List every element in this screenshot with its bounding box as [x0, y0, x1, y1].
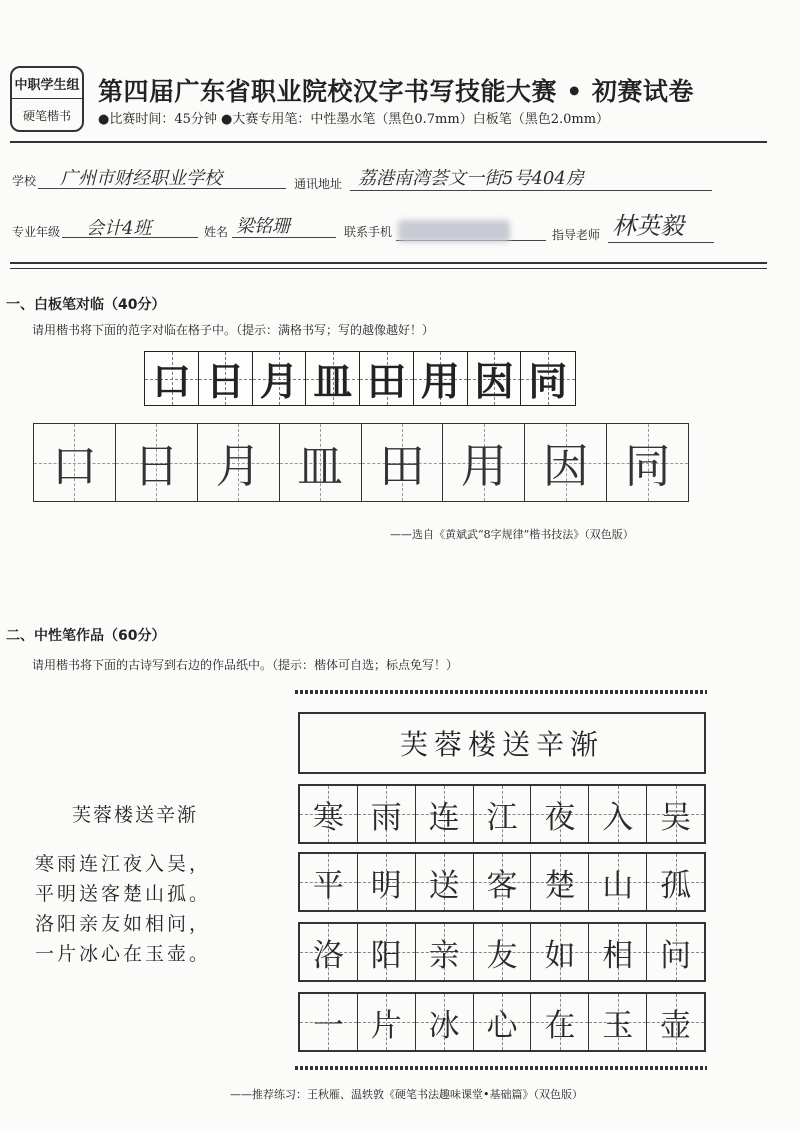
section1-title: 一、白板笔对临（40分） [6, 297, 166, 313]
section2-instruction: 请用楷书将下面的古诗写到右边的作品纸中。（提示：楷体可自选；标点免写！） [32, 658, 459, 672]
section1-source: ——选自《黄斌武“8字规律”楷书技法》（双色版） [390, 528, 634, 541]
work-cell[interactable]: 心 [474, 994, 532, 1050]
model-char-cell: 因 [467, 351, 522, 406]
practice-cell[interactable]: 田 [362, 424, 444, 501]
work-cell[interactable]: 雨 [358, 786, 416, 842]
exam-subtitle: ●比赛时间：45分钟 ●大赛专用笔：中性墨水笔（黑色0.7mm）白板笔（黑色2.0mm） [98, 112, 610, 127]
school-label: 学校 [12, 174, 37, 188]
model-char-cell: 月 [252, 351, 307, 406]
model-char-cell: 日 [198, 351, 253, 406]
work-cell[interactable]: 平 [300, 854, 358, 910]
practice-cell[interactable]: 因 [525, 424, 607, 501]
work-cell[interactable]: 相 [589, 924, 647, 980]
work-cell[interactable]: 孤 [647, 854, 704, 910]
model-char-cell: 田 [359, 351, 414, 406]
work-cell[interactable]: 问 [647, 924, 704, 980]
badge-category-label: 硬笔楷书 [22, 109, 71, 123]
practice-cell[interactable]: 月 [198, 424, 280, 501]
work-cell[interactable]: 阳 [358, 924, 416, 980]
class-label: 专业年级 [12, 225, 61, 239]
work-cell[interactable]: 连 [416, 786, 474, 842]
practice-cell[interactable]: 日 [116, 424, 198, 501]
poem-line: 寒雨连江夜入吴， [35, 853, 212, 875]
model-char-cell: 口 [144, 351, 199, 406]
name-value[interactable]: 梁铭珊 [236, 216, 290, 237]
work-cell[interactable]: 明 [358, 854, 416, 910]
model-char-cell: 同 [520, 351, 575, 406]
exam-title: 第四届广东省职业院校汉字书写技能大赛 • 初赛试卷 [98, 77, 694, 106]
work-row [298, 784, 706, 844]
work-cell[interactable]: 夜 [531, 786, 589, 842]
practice-grid [33, 423, 689, 502]
work-cell[interactable]: 一 [300, 994, 358, 1050]
badge-group-label: 中职学生组 [12, 68, 82, 99]
work-cell[interactable]: 在 [531, 994, 589, 1050]
class-value[interactable]: 会计4班 [86, 218, 152, 239]
address-underline [350, 190, 712, 191]
competition-badge [10, 66, 84, 132]
section2-source: ——推荐练习：王秋雁、温轶敦《硬笔书法趣味课堂•基础篇》（双色版） [230, 1088, 583, 1101]
model-char-cell: 皿 [305, 351, 360, 406]
address-value[interactable]: 荔港南湾荟文一街5号404房 [358, 168, 584, 189]
practice-cell[interactable]: 口 [34, 424, 116, 501]
teacher-underline [608, 242, 714, 243]
poem-line: 一片冰心在玉壶。 [35, 943, 212, 965]
work-cell[interactable]: 寒 [300, 786, 358, 842]
work-cell[interactable]: 入 [589, 786, 647, 842]
work-row [298, 852, 706, 912]
phone-label: 联系手机 [344, 225, 393, 239]
form-divider-bottom [10, 268, 767, 269]
school-value[interactable]: 广州市财经职业学校 [60, 168, 222, 189]
section1-instruction: 请用楷书将下面的范字对临在格子中。（提示：满格书写；写的越像越好！） [32, 323, 435, 337]
header-divider [10, 141, 767, 143]
work-cell[interactable]: 友 [474, 924, 532, 980]
form-divider-top [10, 262, 767, 264]
practice-cell[interactable]: 同 [607, 424, 688, 501]
work-cell[interactable]: 亲 [416, 924, 474, 980]
work-cell[interactable]: 如 [531, 924, 589, 980]
work-cell[interactable]: 玉 [589, 994, 647, 1050]
work-cell[interactable]: 吴 [647, 786, 704, 842]
work-cell[interactable]: 洛 [300, 924, 358, 980]
work-title-box[interactable]: 芙蓉楼送辛渐 [298, 712, 706, 774]
model-character-row [144, 351, 574, 406]
section2-title: 二、中性笔作品（60分） [6, 628, 166, 644]
work-cell[interactable]: 送 [416, 854, 474, 910]
work-cell[interactable]: 楚 [531, 854, 589, 910]
work-cell[interactable]: 客 [474, 854, 532, 910]
work-cell[interactable]: 片 [358, 994, 416, 1050]
poem-line: 洛阳亲友如相问， [35, 913, 212, 935]
work-row [298, 922, 706, 982]
practice-cell[interactable]: 用 [443, 424, 525, 501]
work-paper-top-band [295, 690, 707, 694]
poem-line: 平明送客楚山孤。 [35, 883, 212, 905]
model-char-cell: 用 [413, 351, 468, 406]
work-paper-bottom-band [295, 1066, 707, 1070]
work-cell[interactable]: 壶 [647, 994, 704, 1050]
teacher-label: 指导老师 [552, 228, 601, 242]
work-cell[interactable]: 冰 [416, 994, 474, 1050]
teacher-signature[interactable]: 林英毅 [612, 212, 684, 240]
work-cell[interactable]: 山 [589, 854, 647, 910]
poem-title: 芙蓉楼送辛渐 [72, 804, 199, 826]
phone-redacted[interactable] [398, 220, 510, 242]
name-label: 姓名 [204, 225, 229, 239]
practice-cell[interactable]: 皿 [280, 424, 362, 501]
work-cell[interactable]: 江 [474, 786, 532, 842]
work-row [298, 992, 706, 1052]
address-label: 通讯地址 [294, 177, 343, 191]
